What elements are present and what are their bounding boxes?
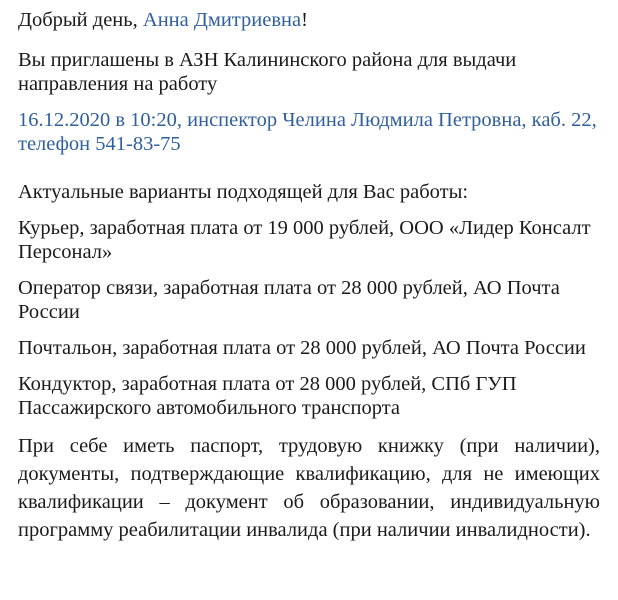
job-item-courier: Курьер, заработная плата от 19 000 рублей, ООО «Лидер Консалт Персонал»: [18, 217, 591, 263]
documents-note: При себе иметь паспорт, трудовую книжку (при наличии), документы, подтверждающие квалификацию, для не имеющих квалификации – документ об образовании, индивидуальную программу реабилитации инвалида (при наличии инвалидности).: [18, 435, 600, 541]
greeting-prefix: Добрый день,: [18, 9, 143, 31]
job-item-postman: Почтальон, заработная плата от 28 000 рублей, АО Почта России: [18, 337, 586, 359]
invitation-text: Вы приглашены в АЗН Калининского района для выдачи направления на работу: [18, 49, 517, 95]
recipient-name: Анна Дмитриевна: [142, 9, 302, 31]
message-body: [18, 8, 600, 544]
appointment-details: 16.12.2020 в 10:20, инспектор Челина Людмила Петровна, каб. 22, телефон 541-83-75: [18, 109, 597, 155]
job-item-conductor: Кондуктор, заработная плата от 28 000 рублей, СПб ГУП Пассажирского автомобильного транспорта: [18, 373, 517, 419]
greeting: [18, 8, 600, 32]
greeting-suffix: !: [301, 9, 308, 31]
jobs-heading: Актуальные варианты подходящей для Вас работы:: [18, 181, 469, 203]
job-item-operator: Оператор связи, заработная плата от 28 000 рублей, АО Почта России: [18, 277, 560, 323]
